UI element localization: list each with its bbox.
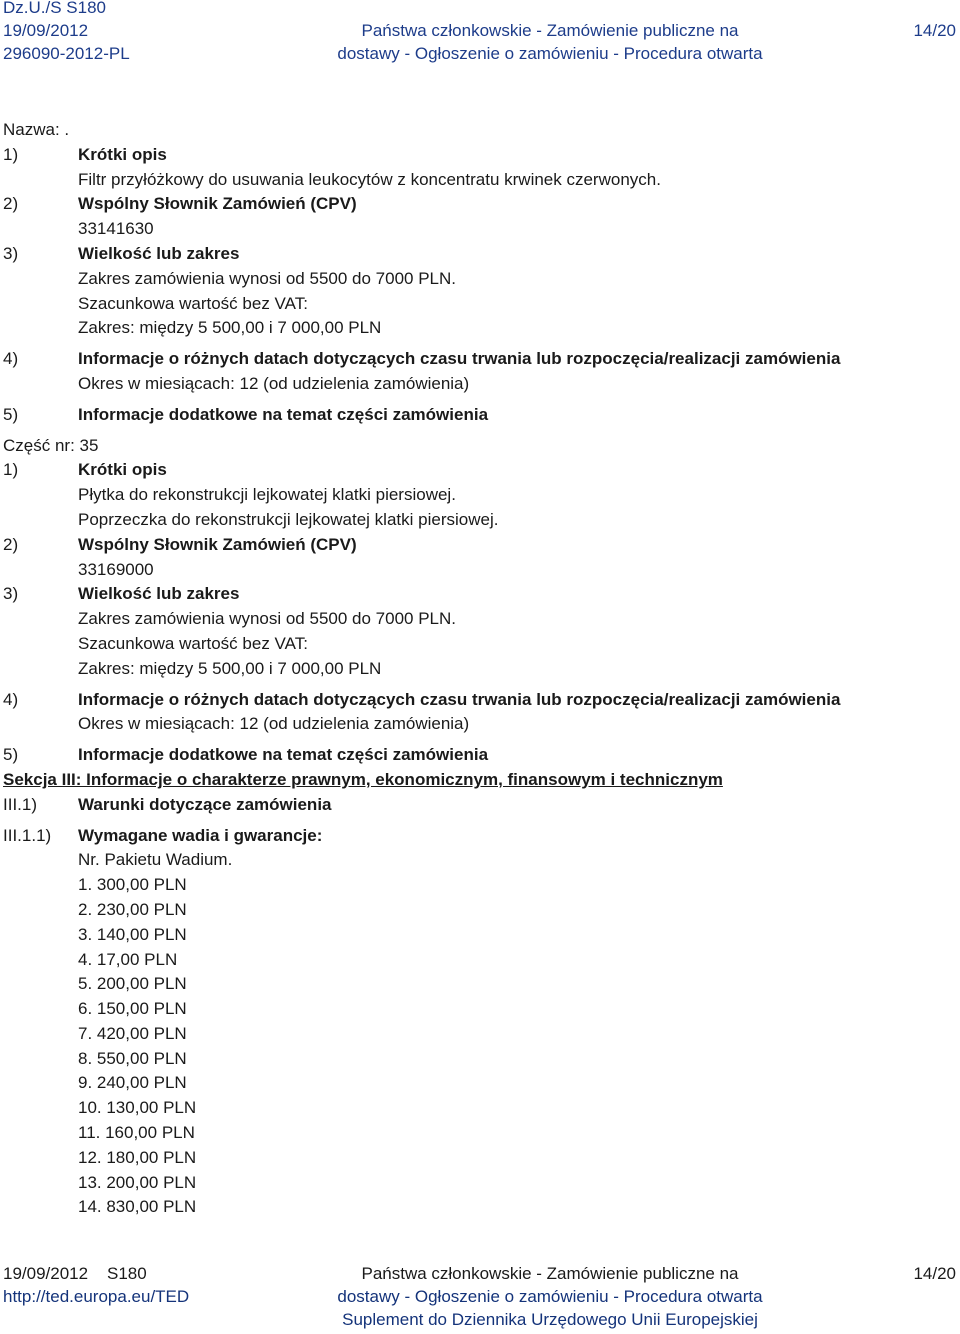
header-date: 19/09/2012 bbox=[3, 21, 89, 40]
part-a-item4-heading: 4) Informacje o różnych datach dotyczących czasu trwania lub rozpoczęcia/realizacji zamówienia bbox=[3, 349, 841, 369]
wadium-header: Nr. Pakietu Wadium. bbox=[78, 850, 233, 870]
part-number-label: Część nr: 35 bbox=[3, 435, 99, 455]
part-a-cpv-code: 33141630 bbox=[78, 219, 154, 239]
part-b-cpv-code: 33169000 bbox=[78, 559, 154, 579]
part-b-item2-heading: 2) Wspólny Słownik Zamówień (CPV) bbox=[3, 534, 357, 554]
wadium-item: 1. 300,00 PLN bbox=[78, 875, 187, 895]
wadium-item: 3. 140,00 PLN bbox=[78, 924, 187, 944]
wadium-item: 14. 830,00 PLN bbox=[78, 1197, 197, 1217]
part-b-item5-heading: 5) Informacje dodatkowe na temat części zamówienia bbox=[3, 745, 489, 765]
header-journal-ref: Dz.U./S S180 bbox=[3, 0, 106, 17]
wadium-item: 10. 130,00 PLN bbox=[78, 1098, 197, 1118]
part-a-item3-text: Szacunkowa wartość bez VAT: bbox=[78, 293, 308, 313]
part-b-item3-text: Zakres: między 5 500,00 i 7 000,00 PLN bbox=[78, 658, 382, 678]
part-b-item3-text: Szacunkowa wartość bez VAT: bbox=[78, 633, 308, 653]
footer-center bbox=[300, 1262, 800, 1331]
header-notice-id: 296090-2012-PL bbox=[3, 44, 130, 63]
header-page-number: 14/20 bbox=[913, 21, 956, 40]
wadium-item: 13. 200,00 PLN bbox=[78, 1172, 197, 1192]
page-header bbox=[0, 0, 960, 70]
footer-title-line1: Państwa członkowskie - Zamówienie publiczne na bbox=[361, 1264, 739, 1283]
part-b-item1-heading: 1) Krótki opis bbox=[3, 460, 167, 480]
part-b-item4-text: Okres w miesiącach: 12 (od udzielenia zamówienia) bbox=[78, 714, 470, 734]
page-footer bbox=[0, 1262, 960, 1334]
section-3-1-1-heading: III.1.1) Wymagane wadia i gwarancje: bbox=[3, 825, 323, 845]
header-left bbox=[3, 0, 130, 65]
wadium-item: 7. 420,00 PLN bbox=[78, 1023, 187, 1043]
nazwa-line: Nazwa: . bbox=[3, 120, 70, 139]
part-b-item4-heading: 4) Informacje o różnych datach dotyczących czasu trwania lub rozpoczęcia/realizacji zamówienia bbox=[3, 689, 841, 709]
footer-left bbox=[3, 1262, 189, 1308]
footer-page-number: 14/20 bbox=[913, 1264, 956, 1283]
header-title-line1: Państwa członkowskie - Zamówienie publiczne na bbox=[361, 21, 739, 40]
part-b-item3-heading: 3) Wielkość lub zakres bbox=[3, 584, 240, 604]
header-center bbox=[300, 19, 800, 65]
wadium-item: 2. 230,00 PLN bbox=[78, 899, 187, 919]
footer-url: http://ted.europa.eu/TED bbox=[3, 1287, 190, 1306]
part-a-item3-text: Zakres zamówienia wynosi od 5500 do 7000 PLN. bbox=[78, 268, 456, 288]
wadium-item: 11. 160,00 PLN bbox=[78, 1123, 195, 1143]
wadium-item: 4. 17,00 PLN bbox=[78, 949, 178, 969]
wadium-item: 9. 240,00 PLN bbox=[78, 1073, 187, 1093]
wadium-item: 6. 150,00 PLN bbox=[78, 999, 187, 1019]
part-a-item4-text: Okres w miesiącach: 12 (od udzielenia zamówienia) bbox=[78, 373, 470, 393]
wadium-list bbox=[3, 848, 953, 1220]
wadium-item: 12. 180,00 PLN bbox=[78, 1147, 197, 1167]
header-title-line2: dostawy - Ogłoszenie o zamówieniu - Procedura otwarta bbox=[337, 44, 763, 63]
part-b-item1-text: Poprzeczka do rekonstrukcji lejkowatej klatki piersiowej. bbox=[78, 509, 499, 529]
footer-title-line2: dostawy - Ogłoszenie o zamówieniu - Procedura otwarta bbox=[337, 1287, 763, 1306]
part-a-item3-heading: 3) Wielkość lub zakres bbox=[3, 243, 240, 263]
part-a-item2-heading: 2) Wspólny Słownik Zamówień (CPV) bbox=[3, 194, 357, 214]
part-b-item1-text: Płytka do rekonstrukcji lejkowatej klatki piersiowej. bbox=[78, 485, 456, 505]
part-b-item3-text: Zakres zamówienia wynosi od 5500 do 7000 PLN. bbox=[78, 609, 456, 629]
document-body bbox=[3, 118, 953, 1220]
part-a-item1-text: Filtr przyłóżkowy do usuwania leukocytów z koncentratu krwinek czerwonych. bbox=[78, 169, 661, 189]
part-a-item1-heading: 1) Krótki opis bbox=[3, 144, 167, 164]
section-3-1-heading: III.1) Warunki dotyczące zamówienia bbox=[3, 794, 332, 814]
part-a-item3-text: Zakres: między 5 500,00 i 7 000,00 PLN bbox=[78, 318, 382, 338]
wadium-item: 5. 200,00 PLN bbox=[78, 974, 187, 994]
wadium-item: 8. 550,00 PLN bbox=[78, 1048, 187, 1068]
footer-date-issue: 19/09/2012 S180 bbox=[3, 1264, 147, 1283]
part-a-item5-heading: 5) Informacje dodatkowe na temat części zamówienia bbox=[3, 404, 489, 424]
footer-supplement: Suplement do Dziennika Urzędowego Unii Europejskiej bbox=[342, 1310, 758, 1329]
section-3-title: Sekcja III: Informacje o charakterze prawnym, ekonomicznym, finansowym i technicznym bbox=[3, 769, 723, 789]
